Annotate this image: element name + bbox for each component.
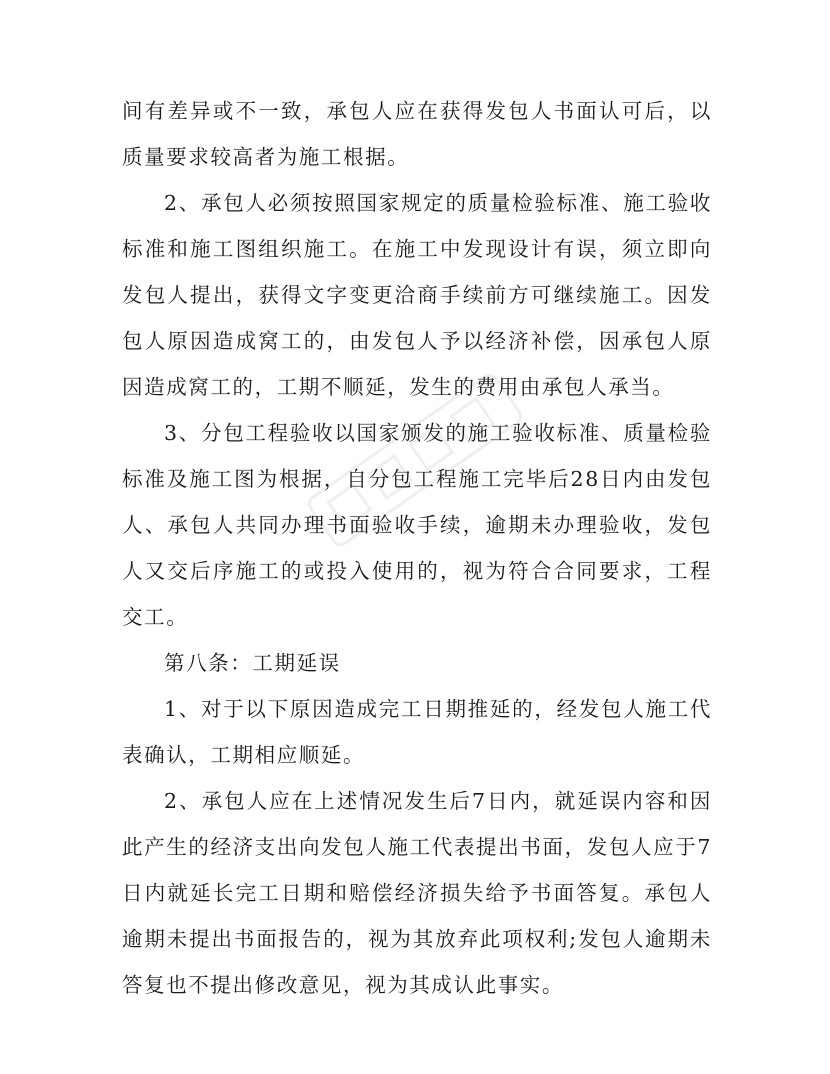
document-body	[122, 88, 712, 1008]
paragraph-continuation: 间有差异或不一致，承包人应在获得发包人书面认可后，以质量要求较高者为施工根据。	[122, 99, 712, 169]
paragraph-delay-item-2: 2、承包人应在上述情况发生后7日内，就延误内容和因此产生的经济支出向发包人施工代表提出书面，发包人应于7日内就延长完工日期和赔偿经济损失给予书面答复。承包人逾期未提出书面报告的，视为其放弃此项权利;发包人逾期未答复也不提出修改意见，视为其成认此事实。	[122, 789, 712, 997]
paragraph-delay-item-1: 1、对于以下原因造成完工日期推延的，经发包人施工代表确认，工期相应顺延。	[122, 697, 712, 767]
paragraph-item-2-quality-standards: 2、承包人必须按照国家规定的质量检验标准、施工验收标准和施工图组织施工。在施工中发现设计有误，须立即向发包人提出，获得文字变更洽商手续前方可继续施工。因发包人原因造成窝工的，由发包人予以经济补偿，因承包人原因造成窝工的，工期不顺延，发生的费用由承包人承当。	[122, 191, 712, 399]
paragraph-item-3-acceptance: 3、分包工程验收以国家颁发的施工验收标准、质量检验标准及施工图为根据，自分包工程施工完毕后28日内由发包人、承包人共同办理书面验收手续，逾期未办理验收，发包人又交后序施工的或投入使用的，视为符合合同要求，工程交工。	[122, 421, 712, 629]
section-heading-article-8: 第八条：工期延误	[164, 651, 341, 675]
